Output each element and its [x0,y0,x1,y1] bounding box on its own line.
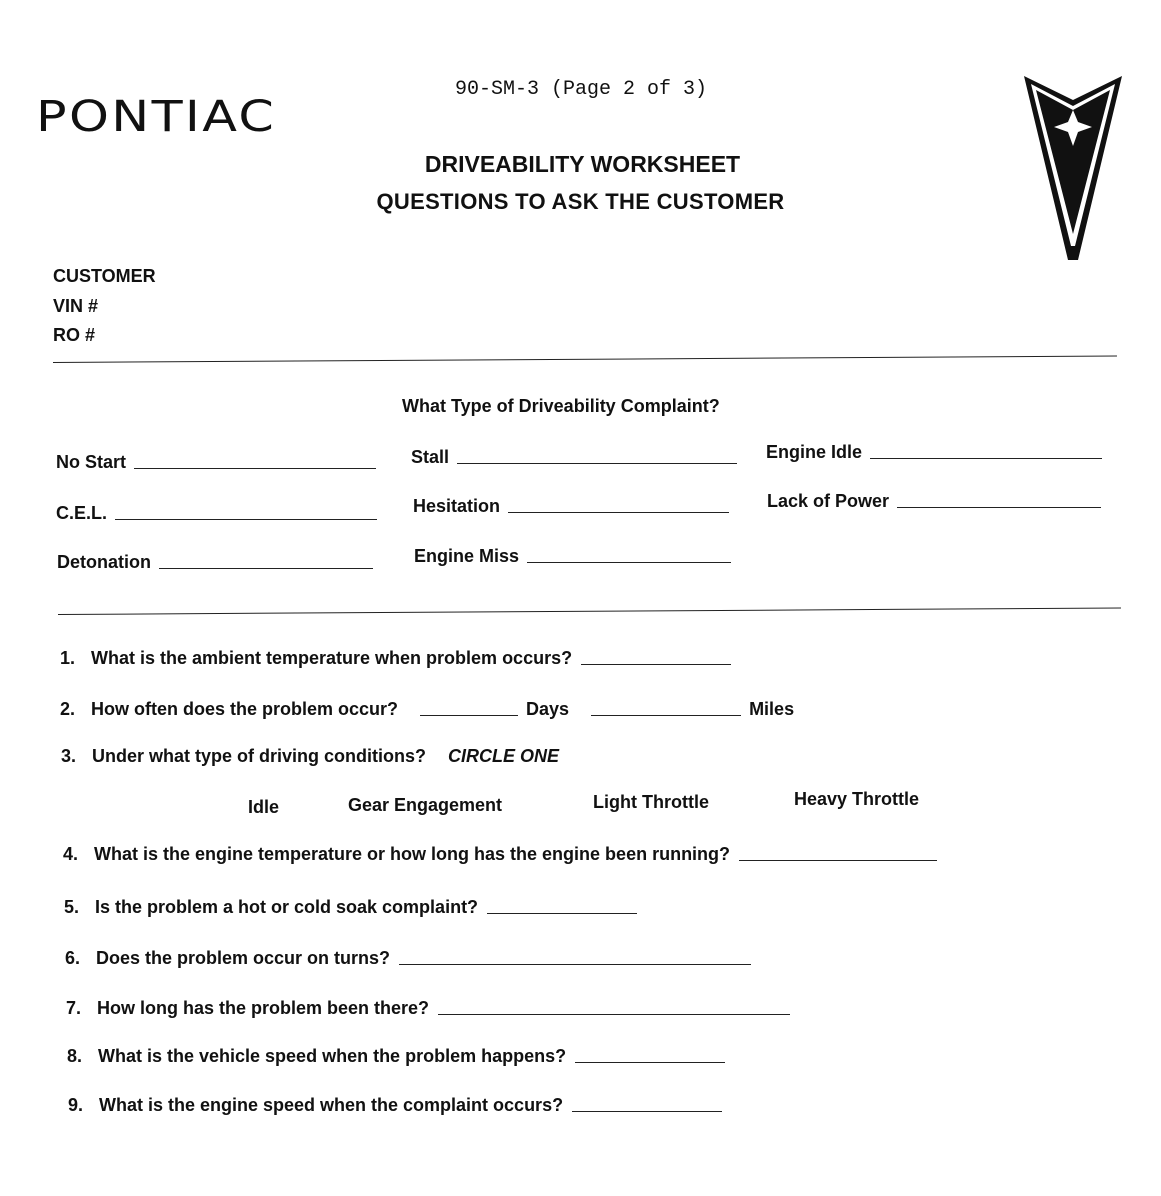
question-2 [60,699,794,720]
complaint-label: Detonation [57,552,151,572]
complaint-label: No Start [56,452,127,472]
complaint-stall [411,447,737,468]
answer-blank[interactable] [508,511,729,513]
days-label: Days [526,699,570,719]
question-number: 4. [63,844,79,864]
complaint-engine-idle [766,442,1102,463]
question-9 [68,1095,722,1116]
question-7 [66,998,790,1019]
complaint-label: Lack of Power [767,491,890,511]
days-blank[interactable] [420,714,518,716]
answer-blank[interactable] [399,963,751,965]
pontiac-logo-text: PONTIAC [36,92,277,142]
complaint-label: Stall [411,447,450,467]
complaint-lack-of-power [767,491,1101,512]
question-6 [65,948,751,969]
section-divider [58,608,1121,615]
answer-blank[interactable] [159,567,373,569]
complaint-label: Engine Idle [766,442,863,462]
question-number: 1. [60,648,76,668]
option-light-throttle[interactable]: Light Throttle [593,792,709,812]
circle-one-note: CIRCLE ONE [448,746,560,766]
customer-label: CUSTOMER [53,266,156,286]
answer-blank[interactable] [572,1110,722,1112]
question-text: How long has the problem been there? [97,998,430,1018]
answer-blank[interactable] [487,912,637,914]
complaint-cel [56,503,377,524]
question-text: What is the engine temperature or how long has the engine been running? [94,844,731,864]
question-text: Does the problem occur on turns? [96,948,391,968]
answer-blank[interactable] [575,1061,725,1063]
question-number: 5. [64,897,80,917]
complaint-engine-miss [414,546,731,567]
complaint-label: Hesitation [413,496,501,516]
option-heavy-throttle[interactable]: Heavy Throttle [794,789,920,809]
question-number: 6. [65,948,81,968]
question-8 [67,1046,725,1067]
complaint-label: Engine Miss [414,546,520,566]
question-1 [60,648,731,669]
question-4 [63,844,937,865]
worksheet-subtitle: QUESTIONS TO ASK THE CUSTOMER [376,189,785,214]
question-3 [61,746,559,767]
miles-blank[interactable] [591,714,741,716]
complaint-type-heading: What Type of Driveability Complaint? [402,396,720,416]
question-number: 7. [66,998,82,1018]
miles-label: Miles [749,699,795,719]
question-text: What is the vehicle speed when the problem happens? [98,1046,567,1066]
question-text: Under what type of driving conditions? [92,746,427,766]
question-number: 2. [60,699,76,719]
question-number: 9. [68,1095,84,1115]
option-idle[interactable]: Idle [248,797,280,817]
answer-blank[interactable] [457,462,737,464]
complaint-label: C.E.L. [56,503,108,523]
answer-blank[interactable] [581,663,731,665]
question-number: 8. [67,1046,83,1066]
document-id: 90-SM-3 (Page 2 of 3) [455,78,708,101]
vin-label: VIN # [53,296,99,316]
answer-blank[interactable] [870,457,1102,459]
question-5 [64,897,637,918]
pontiac-arrowhead-emblem-icon [1022,74,1126,264]
question-text: What is the engine speed when the complaint occurs? [99,1095,564,1115]
option-gear-engagement[interactable]: Gear Engagement [348,795,503,815]
answer-blank[interactable] [897,506,1101,508]
answer-blank[interactable] [438,1013,790,1015]
answer-blank[interactable] [134,467,376,469]
answer-blank[interactable] [739,859,937,861]
complaint-hesitation [413,496,729,517]
complaint-detonation [57,552,373,573]
answer-blank[interactable] [115,518,377,520]
section-divider [53,356,1117,363]
question-text: Is the problem a hot or cold soak complaint? [95,897,479,917]
complaint-no-start [56,452,376,473]
question-number: 3. [61,746,77,766]
answer-blank[interactable] [527,561,731,563]
ro-number-label: RO # [53,325,96,345]
question-text: How often does the problem occur? [91,699,399,719]
worksheet-title: DRIVEABILITY WORKSHEET [424,151,741,177]
question-text: What is the ambient temperature when problem occurs? [91,648,573,668]
